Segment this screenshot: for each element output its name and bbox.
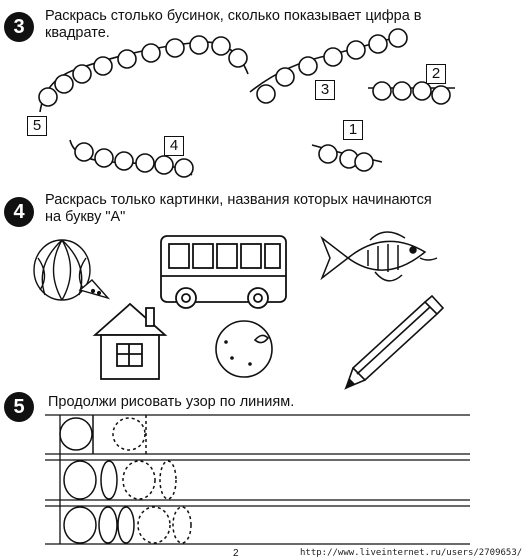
pattern-ellipse: [101, 461, 117, 499]
task-number-5: 5: [4, 392, 34, 422]
bead-count-box-5: 5: [27, 116, 47, 136]
pattern-ellipse: [118, 507, 134, 543]
source-url: http://www.liveinternet.ru/users/2709653/: [300, 548, 522, 558]
task-number-3: 3: [4, 12, 34, 42]
pattern-ellipse: [99, 507, 117, 543]
task-5-instruction: Продолжи рисовать узор по линиям.: [48, 394, 295, 410]
pattern-circle-dashed: [113, 418, 145, 450]
task-4-line-1: Раскрась только картинки, названия которых начинаются: [45, 192, 432, 208]
pattern-ellipse-dashed: [173, 507, 191, 543]
bead-count-box-1: 1: [343, 120, 363, 140]
task-3-line-2: квадрате.: [45, 25, 110, 41]
pattern-circle-dashed: [123, 461, 155, 499]
bead-count-box-2: 2: [426, 64, 446, 84]
pattern-circle: [64, 507, 96, 543]
task-number-4: 4: [4, 197, 34, 227]
task-3-line-1: Раскрась столько бусинок, сколько показывает цифра в: [45, 8, 422, 24]
task-4-line-2: на букву "А": [45, 209, 126, 225]
page-number: 2: [233, 548, 239, 559]
pattern-circle-dashed: [138, 507, 170, 543]
pattern-circle: [64, 461, 96, 499]
bead-count-box-4: 4: [164, 136, 184, 156]
pattern-circle: [60, 418, 92, 450]
pattern-ellipse-dashed: [160, 461, 176, 499]
bead-count-box-3: 3: [315, 80, 335, 100]
